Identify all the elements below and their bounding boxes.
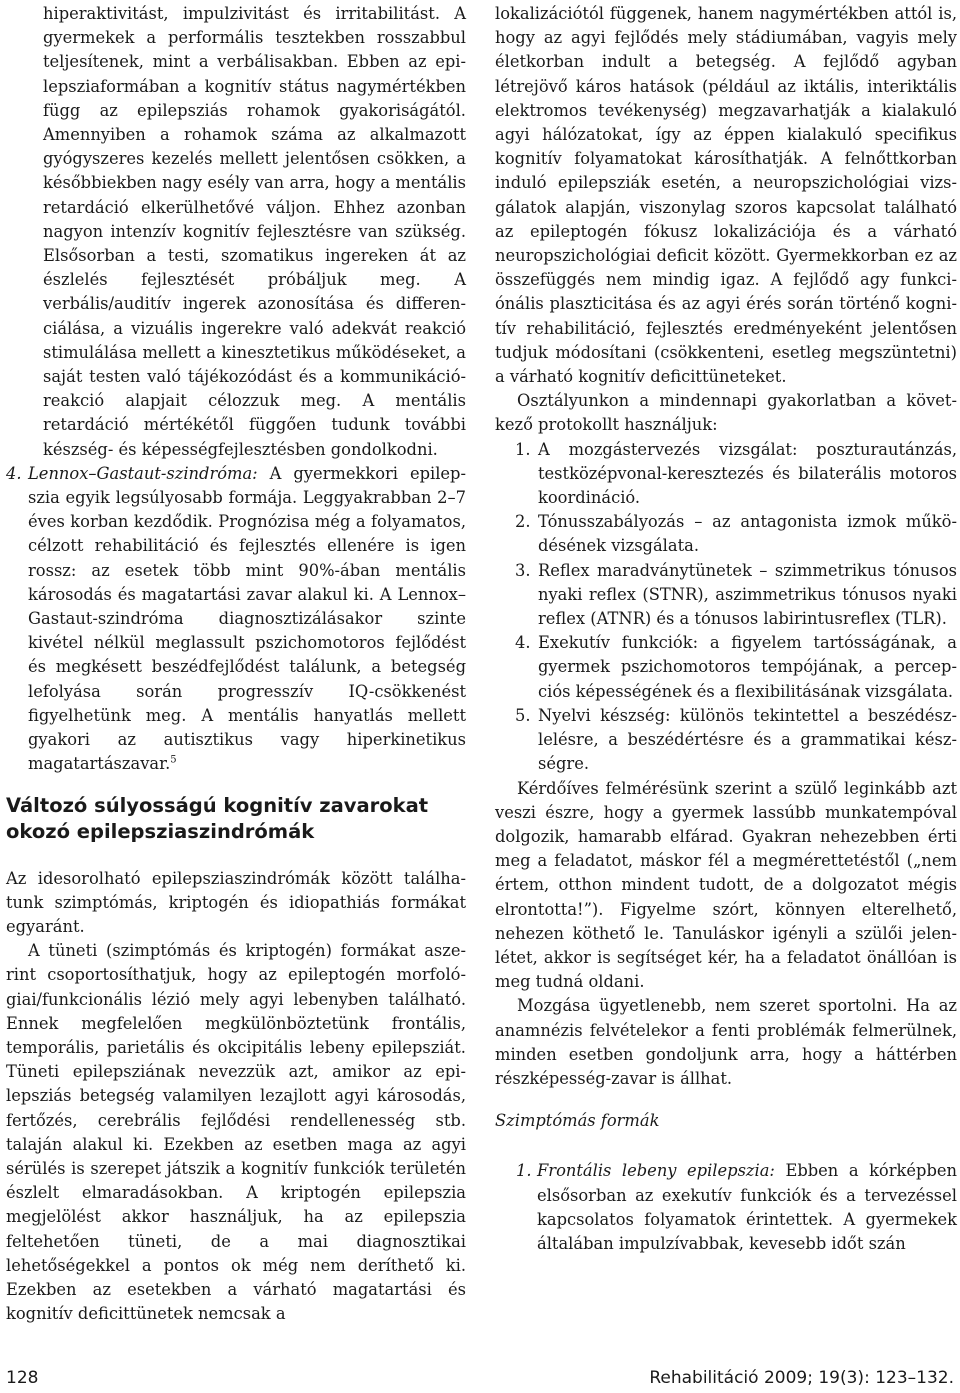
continuation-paragraph: lokalizációtól függenek, hanem nagymértékben attól is, hogy az agyi fejlődés mely stádiumában, vagyis mely életkorban indult a betegség. A fejlődő agyban létrejövő káros hatások (például az iktális, interiktális elektromos tevékenység) megzavarhatják a kialakuló agyi hálózatokat, így az éppen kialakuló specifikus kognitív folyamatokat károsíthatják. A felnőttkorban induló epilepsziák esetén, a neuropszichológiai vizsgálatok alapján, viszonylag szoros kapcsolat található az epileptogén fókusz lokalizációja és a várható neuropszichológiai deficit között. Gyermekkorban ez az összefüggés nem mindig igaz. A fejlődő agy funkciónális plaszticitása és az agyi érés során történő kognitív rehabilitáció, fejlesztés eredményeként jelentősen tudjuk módosítani (csökkenteni, esetleg megszüntetni) a várható kognitív deficittüneteket. — [495, 4, 957, 387]
list-item — [515, 704, 957, 777]
footer-divider — [0, 1355, 960, 1356]
list-item-term: Lennox–Gastaut-szindróma: — [28, 463, 258, 483]
intro-paragraph: hiperaktivitást, impulzivitást és irritabilitást. A gyermekek a performális tesztekben rosszabbul teljesítenek, mint a verbálisakban. Ebben az epilepsziaformában a kognitív státus nagymértékben függ az epilepsziás rohamok gyakoriságától. Amennyiben a rohamok száma az alkalmazott gyógyszeres kezelés mellett jelentősen csökken, a későbbiekben nagy esély van arra, hogy a mentális retardáció elkerülhetővé váljon. Ehhez azonban nagyon intenzív kognitív fejlesztésre van szükség. Elsősorban a testi, szomatikus ingereken át az észlelés fejlesztését próbáljuk meg. A verbális/auditív ingerek azonosítása és differenciálása, a vizuális ingerekre való adekvát reakció stimulálása mellett a kinesztetikus működéseket, a saját testen való tájékozódást és a kommunikáció-reakció alapjait célozzuk meg. A mentális retardáció mértékétől függően tudunk további készség- és képességfejlesztésben gondolkodni. — [43, 4, 466, 459]
classes-paragraph: Az idesorolható epilepsziaszindrómák között találhatunk szimptómás, kriptogén és idiopathiás formákat egyaránt. — [6, 868, 466, 936]
motion-paragraph: Mozgása ügyetlenebb, nem szeret sportolni. Ha az anamnézis felvételekor a fenti problémák felmerülnek, minden esetben gondoljunk arra, hogy a háttérben részképesség-zavar is állhat. — [495, 996, 957, 1088]
left-column — [6, 2, 466, 1326]
journal-citation: Rehabilitáció 2009; 19(3): 123–132. — [649, 1368, 954, 1388]
list-item-text: Tónusszabályozás – az antagonista izmok működésének vizsgálata. — [538, 512, 957, 556]
list-item-body — [28, 462, 466, 777]
list-item-frontal-lobe — [516, 1159, 957, 1256]
protocol-intro-paragraph: Osztályunkon a mindennapi gyakorlatban a következő protokollt használjuk: — [495, 391, 957, 435]
list-item-text: A gyermekkori epilepszia egyik legsúlyosabb formája. Leggyakrabban 2–7 éves korban kezdődik. Prognózisa még a folyamatos, célzott rehabilitáció és fejlesztés ellenére is igen rossz: az esetek több mint 90%-ában mentális károsodás és magatartási zavar alakul ki. A Lennox–Gastaut-szindróma diagnosztizálásakor szinte kivétel nélkül meglassult pszichomotoros fejlődést és megkésett beszédfejlődést találunk, a betegség lefolyása során progresszív IQ-csökkenést figyelhetünk meg. A mentális hanyatlás mellett gyakori az autisztikus vagy hiperkinetikus magatartászavar. — [28, 463, 466, 774]
list-item-number: 3. — [515, 560, 531, 580]
section-heading: Változó súlyosságú kognitív zavarokat okozó epilepsziaszindrómák — [6, 793, 429, 843]
subsection-heading: Szimptómás formák — [495, 1111, 660, 1131]
list-item-text: A mozgástervezés vizsgálat: poszturautánzás, testközépvonal-keresztezés és bilaterális motoros koordináció. — [538, 439, 957, 508]
list-item-number: 1. — [515, 439, 531, 459]
list-item-body — [537, 1159, 957, 1256]
page-number: 128 — [6, 1368, 39, 1388]
protocol-list — [515, 438, 957, 777]
footnote-reference: 5 — [170, 754, 177, 766]
list-item — [515, 559, 957, 632]
list-item-text: Reflex maradványtünetek – szimmetrikus tónusos nyaki reflex (STNR), aszimmetrikus tónusos nyaki reflex (ATNR) és a tónusos labirintusreflex (TLR). — [538, 560, 957, 629]
list-item-text: Ebben a kórképben elsősorban az exekutív funkciók és a tervezéssel kapcsolatos folyamatok érintettek. A gyermekek általában impulzívabbak, kevesebb időt szán — [537, 1161, 957, 1253]
list-item-term: Frontális lebeny epilepszia: — [537, 1161, 775, 1181]
list-item — [515, 631, 957, 704]
list-item-number: 4. — [6, 463, 22, 483]
list-item — [515, 438, 957, 511]
symptomatic-paragraph: A tüneti (szimptómás és kriptogén) formákat aszerint csoportosíthatjuk, hogy az epileptogén morfológiai/funkcionális lézió mely agyi lebenyben található. Ennek megfelelően megkülönböztetünk frontális, temporális, parietális és okcipitális lebeny epilepsziát. Tüneti epilepsziának nevezzük azt, amikor az epilepsziás betegség valamilyen lezajlott agyi károsodás, fertőzés, cerebrális fejlődési rendellenesség stb. talaján alakul ki. Ezekben az esetben maga az agyi sérülés is szerepet játszik a kognitív funkciók területén észlelt elmaradásokban. A kriptogén epilepszia megjelölést akkor használjuk, ha az epilepszia feltehetően tüneti, de a mai diagnosztikai lehetőségekkel a pontos ok még nem deríthető ki. Ezekben az esetekben a várható magatartási és kognitív deficittünetek nemcsak a — [6, 941, 466, 1324]
list-item-text: Exekutív funkciók: a figyelem tartósságának, a gyermek pszichomotoros tempójának, a percepciós képességének és a flexibilitásának vizsgálata. — [538, 633, 957, 701]
list-item-number: 1. — [516, 1161, 532, 1181]
list-item-number: 4. — [515, 633, 531, 653]
list-item-lennox-gastaut — [6, 462, 466, 777]
list-item-number: 2. — [515, 512, 531, 532]
right-column — [495, 2, 957, 1256]
list-item-text: Nyelvi készség: különös tekintettel a beszédészlelésre, a beszédértésre és a grammatikai készségre. — [538, 705, 957, 774]
survey-paragraph: Kérdőíves felmérésünk szerint a szülő leginkább azt veszi észre, hogy a gyermek lassúbb munkatempóval dolgozik, hamarabb elfárad. Gyakran nehezebben érti meg a feladatot, máskor fél a megmérettetéstől („nem értem, otthon mindent tudott, de a dolgozatot mégis elrontotta!”). Figyelme szórt, könnyen elterelhető, nehezen köthető le. Tanuláskor igényli a szülői jelenlétet, akkor is segítséget kér, ha a feladatot önállóan is meg tudná oldani. — [495, 778, 957, 992]
list-item — [515, 510, 957, 558]
list-item-number: 5. — [515, 705, 531, 725]
